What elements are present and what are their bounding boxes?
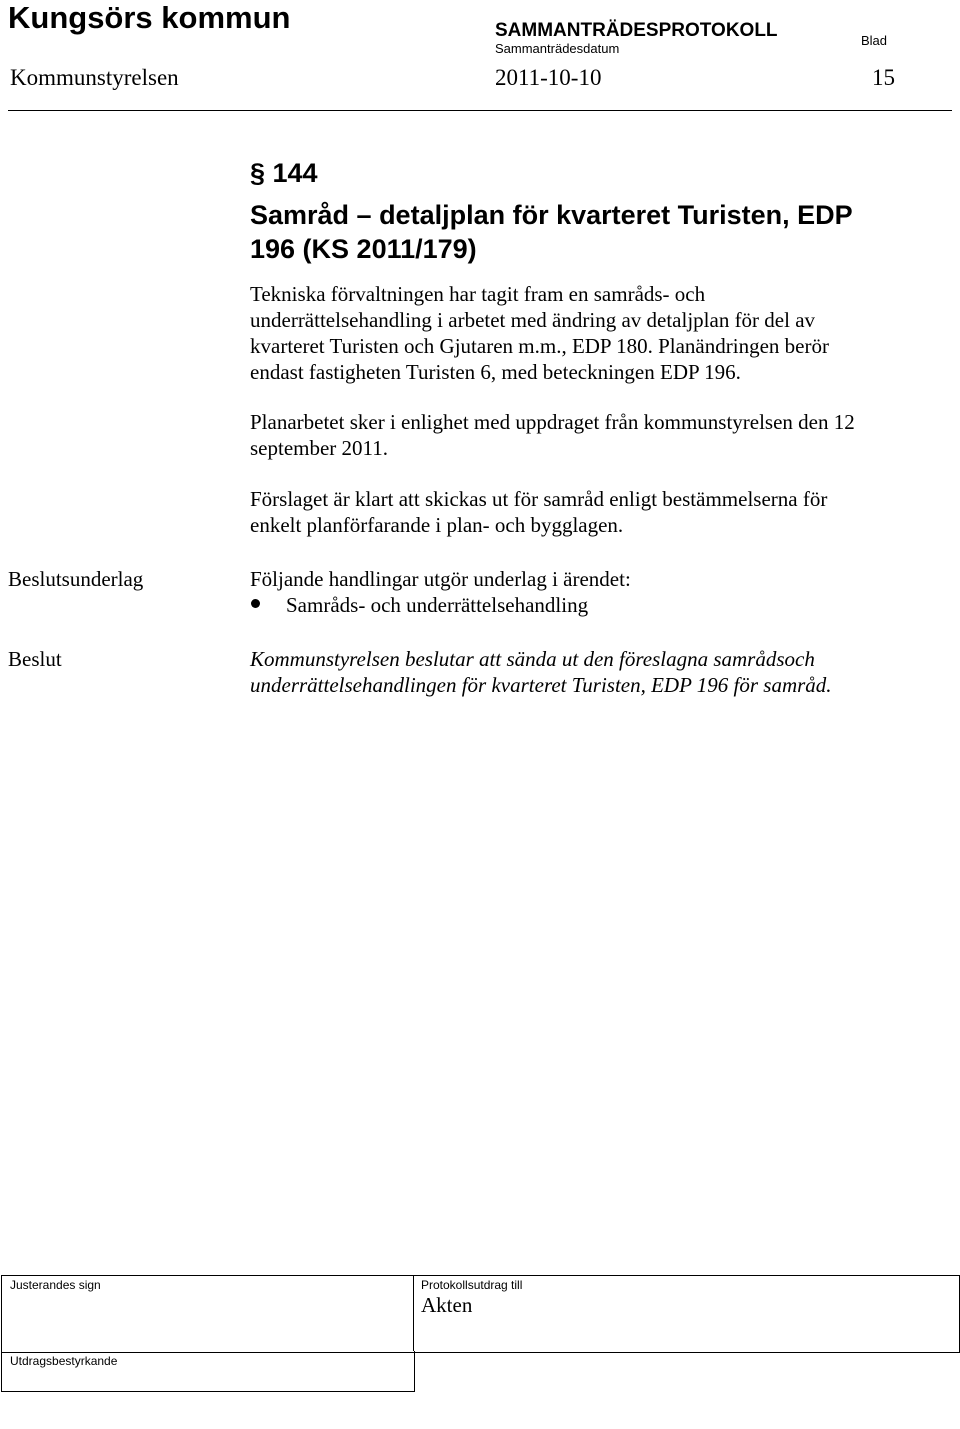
sheet-label: Blad [861,33,888,48]
footer-divider [413,1275,414,1351]
organization-name: Kungsörs kommun [8,0,291,35]
protocol-title: SAMMANTRÄDESPROTOKOLL [495,20,778,41]
meeting-date-label: Sammanträdesdatum [495,41,620,56]
extract-to-label: Protokollsutdrag till [421,1278,523,1292]
paragraph-3: Förslaget är klart att skickas ut för samråd enligt bestämmelserna för enkelt planförfarande i plan- och bygglagen. [250,487,828,537]
section-number: § 144 [250,158,318,188]
extract-to-value: Akten [421,1293,473,1317]
header-divider [8,110,952,111]
decision-label: Beslut [8,647,62,671]
basis-item: Samråds- och underrättelsehandling [286,593,589,617]
paragraph-2: Planarbetet sker i enlighet med uppdraget från kommunstyrelsen den 12 september 2011. [250,410,855,460]
certifier-label: Utdragsbestyrkande [10,1354,118,1368]
adjuster-sign-label: Justerandes sign [10,1278,101,1292]
meeting-date: 2011-10-10 [495,65,602,90]
basis-intro: Följande handlingar utgör underlag i ärendet: [250,567,631,591]
basis-label: Beslutsunderlag [8,567,144,591]
decision-text: Kommunstyrelsen beslutar att sända ut den föreslagna samrådsoch underrättelsehandlingen för kvarteret Turisten, EDP 196 för samråd. [250,647,832,697]
bullet-icon [251,599,260,608]
committee-name: Kommunstyrelsen [10,65,179,90]
paragraph-1: Tekniska förvaltningen har tagit fram en samråds- och underrättelsehandling i arbetet med ändring av detaljplan för del av kvarteret Turisten och Gjutaren m.m., EDP 180. Planändringen berör endast fastigheten Turisten 6, med beteckningen EDP 196. [250,282,829,384]
item-heading: Samråd – detaljplan för kvarteret Turisten, EDP 196 (KS 2011/179) [250,200,853,264]
page-number: 15 [872,65,895,90]
